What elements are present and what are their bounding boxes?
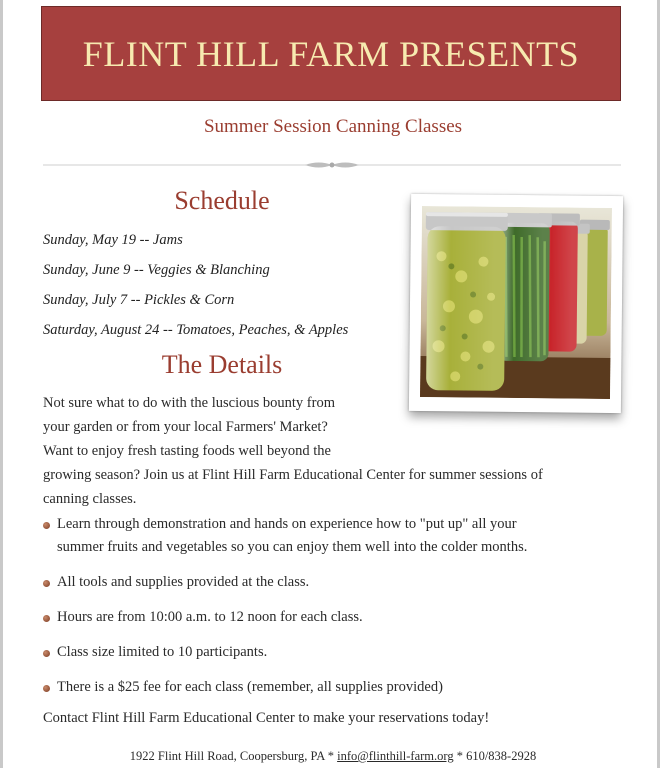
list-item xyxy=(43,606,633,629)
bullet-icon xyxy=(43,685,50,692)
bullet-icon xyxy=(43,650,50,657)
details-heading: The Details xyxy=(161,350,283,379)
schedule-list xyxy=(43,229,413,349)
bullet-text: All tools and supplies provided at the class. xyxy=(57,574,310,590)
intro-line: canning classes. xyxy=(43,491,137,507)
footer xyxy=(3,749,660,764)
title-banner xyxy=(41,6,621,101)
bullet-icon xyxy=(43,615,50,622)
list-item xyxy=(43,571,633,594)
banner-title: FLINT HILL FARM PRESENTS xyxy=(82,33,580,74)
schedule-item: Saturday, August 24 -- Tomatoes, Peaches, & Apples xyxy=(43,322,349,338)
bullet-text: Learn through demonstration and hands on experience how to "put up" all your xyxy=(57,516,517,532)
list-item xyxy=(43,641,633,664)
schedule-item: Sunday, May 19 -- Jams xyxy=(43,232,183,248)
schedule-item: Sunday, July 7 -- Pickles & Corn xyxy=(43,292,235,308)
bullet-text: summer fruits and vegetables so you can enjoy them well into the colder months. xyxy=(57,539,528,555)
bullet-icon xyxy=(43,522,50,529)
bullet-text: There is a $25 fee for each class (remember, all supplies provided) xyxy=(57,679,443,695)
list-item xyxy=(43,513,633,559)
intro-line: growing season? Join us at Flint Hill Farm Educational Center for summer sessions of xyxy=(43,467,543,483)
footer-address: 1922 Flint Hill Road, Coopersburg, PA * xyxy=(129,749,338,763)
intro-line: Not sure what to do with the luscious bounty from xyxy=(43,395,335,411)
ornamental-divider xyxy=(43,160,621,170)
intro-line: your garden or from your local Farmers' Market? xyxy=(43,419,328,435)
intro-line: Want to enjoy fresh tasting foods well beyond the xyxy=(43,443,331,459)
intro-paragraph xyxy=(43,391,633,511)
bullet-text: Hours are from 10:00 a.m. to 12 noon for each class. xyxy=(57,609,363,625)
bullet-icon xyxy=(43,580,50,587)
email-link[interactable]: info@flinthill-farm.org xyxy=(337,749,454,763)
contact-line: Contact Flint Hill Farm Educational Center to make your reservations today! xyxy=(43,710,490,726)
footer-phone: * 610/838-2928 xyxy=(453,749,537,763)
jars-illustration xyxy=(420,206,612,399)
details-bullet-list xyxy=(43,513,633,711)
bullet-text: Class size limited to 10 participants. xyxy=(57,644,268,660)
canning-jars-photo xyxy=(409,194,623,413)
schedule-item: Sunday, June 9 -- Veggies & Blanching xyxy=(43,262,270,278)
subtitle: Summer Session Canning Classes xyxy=(203,116,463,137)
schedule-heading: Schedule xyxy=(174,186,270,215)
list-item xyxy=(43,676,633,699)
